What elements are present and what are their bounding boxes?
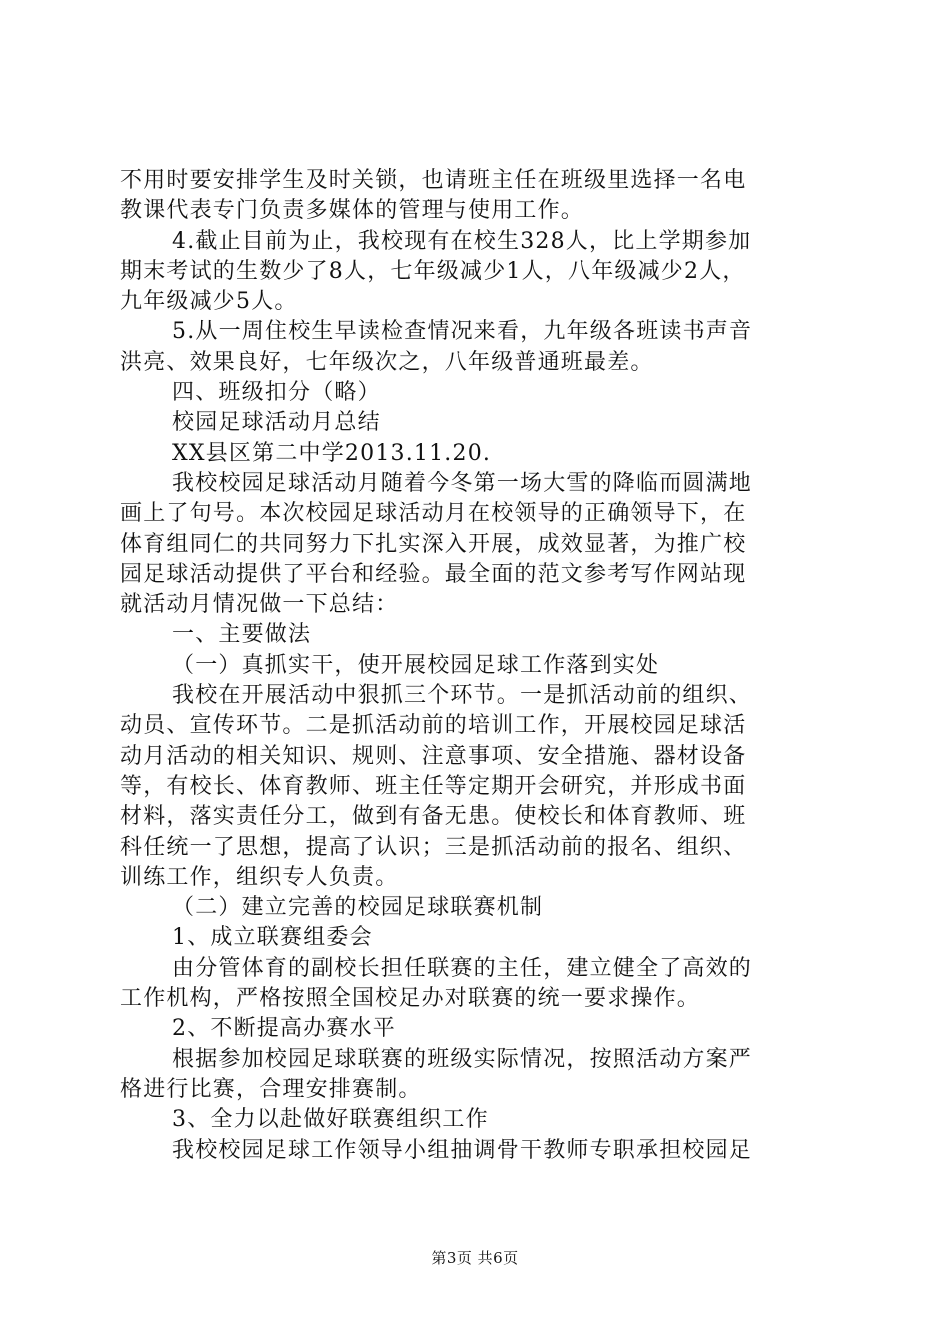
document-title: 校园足球活动月总结 (172, 410, 381, 436)
body-line: 根据参加校园足球联赛的班级实际情况，按照活动方案严 (172, 1046, 753, 1072)
body-line: 期末考试的生数少了8人，七年级减少1人，八年级减少2人， (120, 258, 746, 284)
section-heading: 四、班级扣分（略） (172, 380, 381, 406)
body-line: 5.从一周住校生早读检查情况来看，九年级各班读书声音 (172, 319, 753, 345)
subsection-heading: （一）真抓实干，使开展校园足球工作落到实处 (172, 652, 660, 678)
body-line: 不用时要安排学生及时关锁，也请班主任在班级里选择一名电 (120, 168, 747, 193)
body-line: 我校在开展活动中狠抓三个环节。一是抓活动前的组织、 (172, 683, 753, 709)
document-author-date: XX县区第二中学2013.11.20. (172, 440, 492, 466)
page-footer: 第3页 共6页 (431, 1249, 519, 1267)
body-line: 由分管体育的副校长担任联赛的主任，建立健全了高效的 (172, 955, 753, 981)
body-line: 画上了句号。本次校园足球活动月在校领导的正确领导下，在 (120, 501, 747, 527)
body-line: 动月活动的相关知识、规则、注意事项、安全措施、器材设备 (120, 743, 747, 769)
body-line: 4.截止目前为止，我校现有在校生328人，比上学期参加 (172, 228, 752, 254)
body-line: 就活动月情况做一下总结： (120, 592, 399, 618)
body-line: 洪亮、效果良好，七年级次之，八年级普通班最差。 (120, 349, 654, 375)
body-line: 格进行比赛，合理安排赛制。 (120, 1076, 422, 1102)
body-line: 训练工作，组织专人负责。 (120, 864, 399, 890)
item-heading: 3、全力以赴做好联赛组织工作 (172, 1107, 489, 1133)
body-line: 体育组同仁的共同努力下扎实深入开展，成效显著，为推广校 (120, 531, 747, 557)
section-heading: 一、主要做法 (172, 622, 312, 648)
item-heading: 1、成立联赛组委会 (172, 925, 373, 951)
body-line: 我校校园足球活动月随着今冬第一场大雪的降临而圆满地 (172, 470, 753, 496)
subsection-heading: （二）建立完善的校园足球联赛机制 (172, 895, 544, 921)
body-line: 科任统一了思想，提高了认识；三是抓活动前的报名、组织、 (120, 834, 747, 860)
body-line: 工作机构，严格按照全国校足办对联赛的统一要求操作。 (120, 986, 701, 1012)
body-line: 教课代表专门负责多媒体的管理与使用工作。 (120, 198, 585, 224)
body-line: 等，有校长、体育教师、班主任等定期开会研究，并形成书面 (120, 773, 747, 799)
item-heading: 2、不断提高办赛水平 (172, 1016, 396, 1042)
body-line: 动员、宣传环节。二是抓活动前的培训工作，开展校园足球活 (120, 713, 747, 739)
body-line: 九年级减少5人。 (120, 289, 298, 315)
body-line: 我校校园足球工作领导小组抽调骨干教师专职承担校园足 (172, 1137, 753, 1163)
document-body (120, 166, 832, 1166)
body-line: 园足球活动提供了平台和经验。最全面的范文参考写作网站现 (120, 561, 747, 587)
body-line: 材料，落实责任分工，做到有备无患。使校长和体育教师、班 (120, 804, 747, 830)
